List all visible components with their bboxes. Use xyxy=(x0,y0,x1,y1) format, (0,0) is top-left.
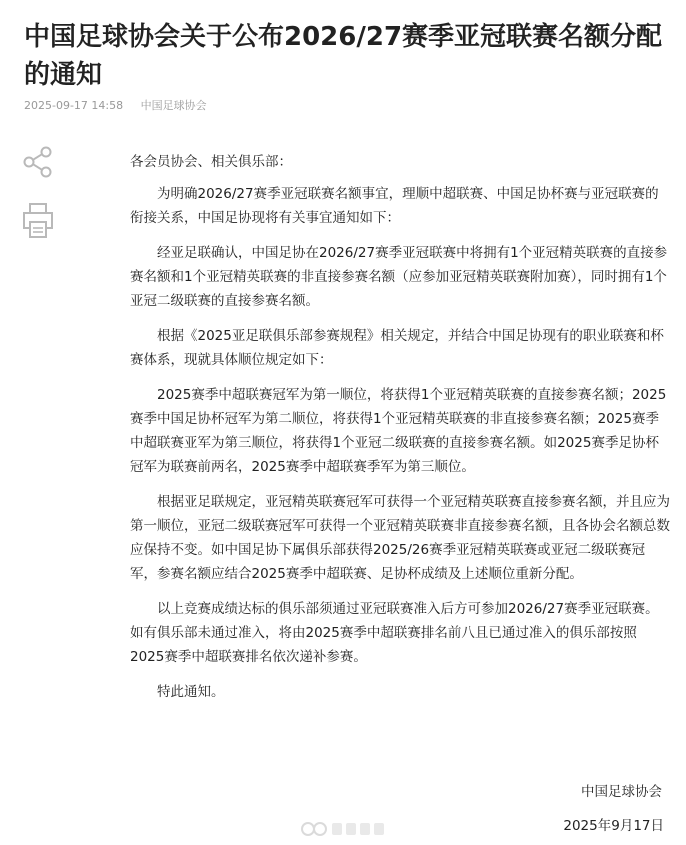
paragraph-intro: 为明确2026/27赛季亚冠联赛名额事宜，理顺中超联赛、中国足协杯赛与亚冠联赛的衔接关系，中国足协现将有关事宜通知如下： xyxy=(130,186,659,226)
signature-date: 2025年9月17日 xyxy=(563,818,664,834)
article-source[interactable]: 中国足球协会 xyxy=(140,99,207,112)
article-meta xyxy=(24,97,207,113)
paragraph-order: 2025赛季中超联赛冠军为第一顺位，将获得1个亚冠精英联赛的直接参赛名额；2025赛季中国足协杯冠军为第二顺位，将获得1个亚冠精英联赛的非直接参赛名额；2025赛季中超联赛亚军为第三顺位，将获得1个亚冠二级联赛的直接参赛名额。如2025赛季足协杯冠军为联赛前两名，2025赛季中超联赛季军为第三顺位。 xyxy=(130,387,667,475)
article-title: 中国足球协会关于公布2026/27赛季亚冠联赛名额分配的通知 xyxy=(24,22,663,90)
closing: 特此通知。 xyxy=(157,684,225,700)
article-body xyxy=(130,150,670,715)
publish-date: 2025-09-17 14:58 xyxy=(24,99,124,112)
paragraph-afc-rules: 根据亚足联规定，亚冠精英联赛冠军可获得一个亚冠精英联赛直接参赛名额，并且应为第一顺位，亚冠二级联赛冠军可获得一个亚冠精英联赛非直接参赛名额，且各协会名额总数应保持不变。如中国足协下属俱乐部获得2025/26赛季亚冠精英联赛或亚冠二级联赛冠军，参赛名额应结合2025赛季中超联赛、足协杯成绩及上述顺位重新分配。 xyxy=(130,494,670,582)
salutation: 各会员协会、相关俱乐部： xyxy=(130,154,292,170)
signature-org: 中国足球协会 xyxy=(581,784,662,800)
share-icon[interactable] xyxy=(22,146,54,178)
print-icon[interactable] xyxy=(22,202,54,240)
paragraph-licensing: 以上竞赛成绩达标的俱乐部须通过亚冠联赛准入后方可参加2026/27赛季亚冠联赛。如有俱乐部未通过准入，将由2025赛季中超联赛排名前八且已通过准入的俱乐部按照2025赛季中超联赛排名依次递补参赛。 xyxy=(130,601,659,665)
paragraph-rules: 根据《2025亚足联俱乐部参赛规程》相关规定，并结合中国足协现有的职业联赛和杯赛体系，现就具体顺位规定如下： xyxy=(130,328,664,368)
paragraph-quota: 经亚足联确认，中国足协在2026/27赛季亚冠联赛中将拥有1个亚冠精英联赛的直接参赛名额和1个亚冠精英联赛的非直接参赛名额（应参加亚冠精英联赛附加赛），同时拥有1个亚冠二级联赛的直接参赛名额。 xyxy=(130,245,668,309)
watermark-logo xyxy=(300,819,386,839)
